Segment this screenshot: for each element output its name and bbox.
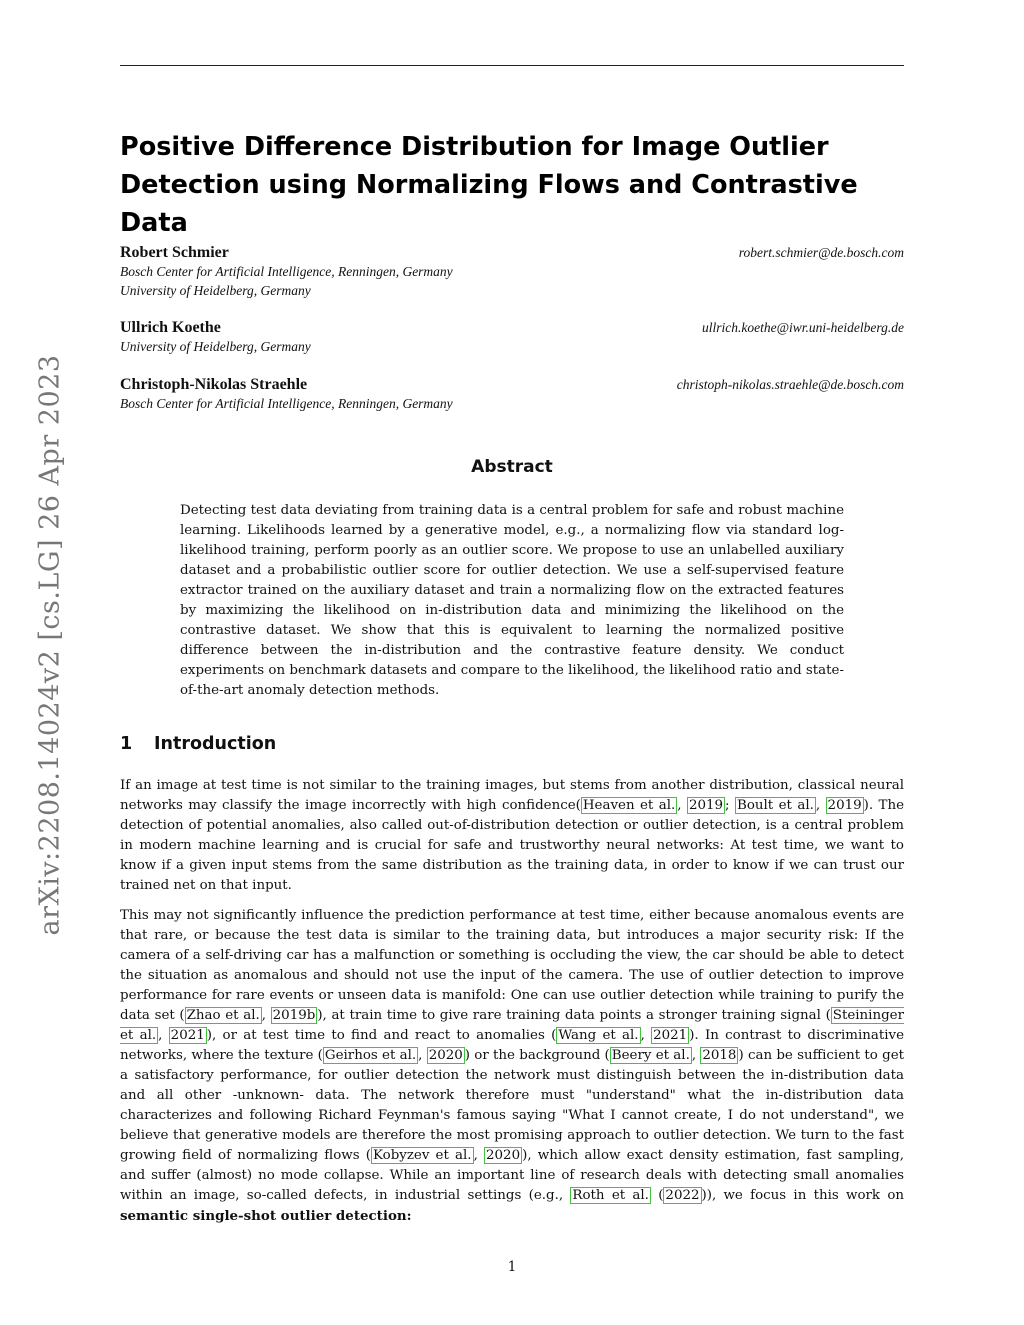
text-run: , [677, 798, 687, 813]
citation-link[interactable]: Roth et al. [572, 1188, 649, 1203]
citation-link[interactable]: Steininger et al. [120, 1008, 904, 1043]
citation-link[interactable]: 2020 [428, 1048, 463, 1063]
intro-paragraph-1 [120, 776, 904, 896]
author-affiliation: Bosch Center for Artificial Intelligence, Renningen, Germany [120, 396, 453, 411]
text-run: ). In contrast to discriminative networks, where the texture ( [120, 1028, 905, 1063]
paper-title: Positive Difference Distribution for Image Outlier Detection using Normalizing Flows and Contrastive Data [120, 132, 858, 238]
citation-link[interactable]: 2018 [702, 1048, 737, 1063]
author-block [120, 375, 904, 413]
section-number: 1 [120, 734, 133, 754]
author-name: Robert Schmier [120, 244, 229, 261]
text-run: , [691, 1048, 701, 1063]
abstract-heading: Abstract [471, 457, 553, 477]
emphasis-text: semantic single-shot outlier detection: [120, 1208, 412, 1224]
arxiv-stamp-text: arXiv:2208.14024v2 [cs.LG] 26 Apr 2023 [34, 354, 66, 936]
author-affiliation: Bosch Center for Artificial Intelligence, Renningen, Germany [120, 264, 453, 279]
text-run: ), which allow exact density estimation, fast sampling, and suffer (almost) no mode collapse. While an important line of research deals with detecting small anomalies within an image, so-called defects, in industrial settings (e.g., [120, 1148, 905, 1203]
author-affiliation: University of Heidelberg, Germany [120, 283, 311, 298]
text-run: ), or at test time to find and react to anomalies ( [206, 1028, 557, 1043]
text-run: )), we focus in this work on [701, 1188, 905, 1203]
author-name: Ullrich Koethe [120, 319, 221, 336]
citation-link[interactable]: 2019b [272, 1008, 316, 1023]
citation-link[interactable]: 2022 [665, 1188, 700, 1203]
citation-link[interactable]: Geirhos et al. [324, 1048, 417, 1063]
text-run: , [815, 798, 826, 813]
abstract-text: Detecting test data deviating from training data is a central problem for safe and robust machine learning. Likelihoods learned by a generative model, e.g., a normalizing flow via standard log-likelihood training, perform poorly as an outlier score. We propose to use an unlabelled auxiliary dataset and a probabilistic outlier score for outlier detection. We use a self-supervised feature extractor trained on the auxiliary dataset and train a normalizing flow on the extracted features by maximizing the likelihood on in-distribution data and minimizing the likelihood on the contrastive dataset. We show that this is equivalent to learning the normalized positive difference between the in-distribution and the contrastive feature density. We conduct experiments on benchmark datasets and compare to the likelihood, the likelihood ratio and state-of-the-art anomaly detection methods. [180, 503, 844, 698]
citation-link[interactable]: 2021 [653, 1028, 688, 1043]
text-run: ; [725, 798, 735, 813]
text-run: , [158, 1028, 169, 1043]
text-run: ) or the background ( [464, 1048, 610, 1063]
author-email[interactable]: robert.schmier@de.bosch.com [738, 245, 904, 260]
header-rule [120, 65, 904, 66]
section-heading [120, 734, 276, 754]
author-affiliation: University of Heidelberg, Germany [120, 339, 311, 354]
citation-link[interactable]: Heaven et al. [582, 798, 676, 813]
text-run: ) can be sufficient to get a satisfactory performance, for outlier detection the network must distinguish between the in-distribution data and all other -unknown- data. The network therefore must "understand" what the in-distribution data characterizes and following Richard Feynman's famous saying "What I cannot create, I do not understand", we believe that generative models are therefore the most promising approach to outlier detection. We turn to the fast growing field of normalizing flows ( [120, 1048, 905, 1163]
author-block [120, 243, 904, 300]
text-run: ). The detection of potential anomalies, also called out-of-distribution detection or outlier detection, is a central problem in modern machine learning and is crucial for safe and trustworthy neural networks: At test time, we want to know if a given input stems from the same distribution as the training data, in order to know if we can trust our trained net on that input. [120, 798, 905, 893]
text-run: , [418, 1048, 427, 1063]
text-run: , [261, 1008, 271, 1023]
text-run: ( [650, 1188, 664, 1203]
intro-paragraph-2 [120, 906, 904, 1227]
citation-link[interactable]: Wang et al. [558, 1028, 639, 1043]
citation-link[interactable]: Boult et al. [736, 798, 814, 813]
text-run: ), at train time to give rare training data points a stronger training signal ( [317, 1008, 831, 1023]
citation-link[interactable]: Zhao et al. [186, 1008, 260, 1023]
citation-link[interactable]: 2021 [170, 1028, 205, 1043]
author-email[interactable]: ullrich.koethe@iwr.uni-heidelberg.de [702, 320, 904, 335]
citation-link[interactable]: Kobyzev et al. [373, 1148, 472, 1163]
text-run: If an image at test time is not similar to the training images, but stems from another distribution, classical neural networks may classify the image incorrectly with high confidence( [120, 778, 904, 813]
author-block [120, 318, 904, 356]
text-run: , [640, 1028, 652, 1043]
text-run: , [473, 1148, 485, 1163]
page-number: 1 [507, 1259, 517, 1275]
citation-link[interactable]: 2019 [827, 798, 862, 813]
author-name: Christoph-Nikolas Straehle [120, 376, 308, 393]
author-email[interactable]: christoph-nikolas.straehle@de.bosch.com [676, 377, 904, 392]
section-title: Introduction [154, 734, 277, 754]
text-run: This may not significantly influence the prediction performance at test time, either because anomalous events are that rare, or because the test data is similar to the training data, but introduces a major security risk: If the camera of a self-driving car has a malfunction or something is occluding the view, the car should be able to detect the situation as anomalous and should not use the input of the camera. The use of outlier detection to improve performance for rare events or unseen data is manifold: One can use outlier detection while training to purify the data set ( [120, 908, 904, 1023]
citation-link[interactable]: Beery et al. [611, 1048, 690, 1063]
citation-link[interactable]: 2019 [688, 798, 724, 813]
citation-link[interactable]: 2020 [486, 1148, 521, 1163]
